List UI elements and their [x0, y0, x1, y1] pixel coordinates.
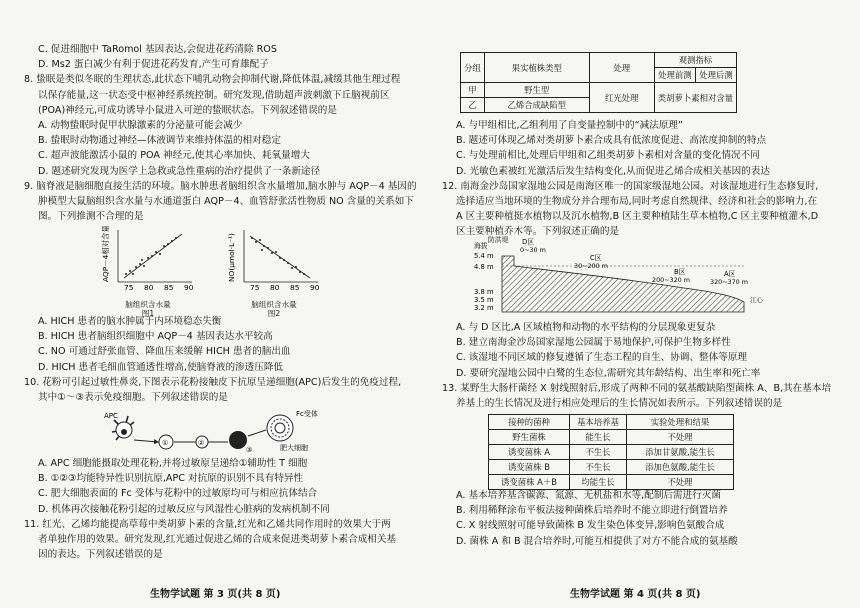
q9-stem-line1: 9. 脑脊液是脑细胞直接生活的环境。脑水肿患者脑组织含水量增加,脑水肿与 AQP－4 基因的 — [24, 180, 417, 192]
table-2-cell: 添加甘氨酸,能生长 — [627, 445, 734, 460]
q10-option-c: C. 肥大细胞表面的 Fc 受体与花粉中的过敏原均可与相应抗体结合 — [38, 488, 318, 500]
q7-option-c: C. 促进细胞中 TaRomol 基因表达,会促进花药清除 ROS — [38, 44, 277, 55]
table-2-header: 实验处理和结果 — [627, 415, 734, 430]
q11-option-a: A. 与甲组相比,乙组利用了自变量控制中的“减法原理” — [456, 120, 683, 131]
table-2-cell: 不生长 — [570, 460, 627, 475]
q8-option-c: C. 超声波能激活小鼠的 POA 神经元,使其心率加快、耗氧量增大 — [38, 150, 310, 162]
q12-stem-line4: 区主要种植乔木等。下列叙述正确的是 — [456, 226, 620, 238]
q9-option-c: C. NO 可通过舒张血管、降血压来缓解 HICH 患者的脑出血 — [38, 346, 291, 358]
cell-3-label: ③ — [246, 446, 253, 454]
zone-c-label: C区 — [590, 254, 602, 262]
table-2-cell: 能生长 — [570, 430, 627, 445]
table-2-cell: 诱变菌株 A — [489, 445, 570, 460]
table-1-cell: 乙 — [461, 98, 485, 113]
q13-option-a: A. 基本培养基含碳源、氮源、无机盐和水等,配制后需进行灭菌 — [456, 490, 721, 501]
zone-a-label: A区 — [724, 270, 736, 278]
table-1-header: 分组 — [461, 53, 485, 83]
river-label: 江心 — [750, 296, 763, 304]
table-1-cell: 乙烯合成缺陷型 — [484, 98, 589, 113]
table-1-header: 处理后测 — [695, 68, 736, 83]
figure-1-tick: 80 — [144, 283, 154, 292]
dam-label: 防洪堤 — [488, 236, 509, 244]
table-1-header: 处理前测 — [654, 68, 695, 83]
q8-stem-line1: 8. 蛰眠是类似冬眠的生理状态,此状态下哺乳动物会抑制代谢,降低体温,减缓其他生理过程 — [24, 74, 401, 86]
table-row — [489, 430, 734, 445]
table-2-header: 接种的菌种 — [489, 415, 570, 430]
zone-b-range: 200~320 m — [652, 276, 691, 284]
q8-stem-line2: 以保存能量,这一状态受中枢神经系统控制。研究发现,借助超声波刺激下丘脑视前区 — [38, 89, 390, 101]
q13-option-d: D. 菌株 A 和 B 混合培养时,可能互相提供了对方不能合成的氨基酸 — [456, 535, 738, 547]
table-2-cell: 不处理 — [627, 430, 734, 445]
q11-option-b: B. 题述可体现乙烯对类胡萝卜素合成具有低浓度促进、高浓度抑制的特点 — [456, 135, 767, 147]
q11-stem-line1: 11. 红光、乙烯均能提高草莓中类胡萝卜素的含量,红光和乙烯共同作用时的效果大于两 — [24, 518, 391, 530]
table-1-cell: 野生型 — [484, 83, 589, 98]
figure-2-ylabel: NO(μmol·L⁻¹) — [227, 233, 236, 282]
q11-option-c: C. 与处理前相比,处理后甲组和乙组类胡萝卜素相对含量的变化情况不同 — [456, 150, 760, 162]
q9-stem-line2: 肿模型大鼠脑组织含水量与水通道蛋白 AQP－4、血管舒张活性物质 NO 含量的关系如下 — [38, 196, 414, 208]
table-1-header: 果实植株类型 — [484, 53, 589, 83]
terrain-profile — [502, 256, 744, 312]
figure-3-immune — [100, 408, 330, 454]
table-2 — [488, 414, 734, 490]
figure-2-caption: 图2 — [267, 309, 281, 318]
q12-stem-line3: A 区主要种植挺水植物以及沉水植物,B 区主要种植陆生草本植物,C 区主要种植灌木,D — [456, 211, 819, 223]
level-label: 3.5 m — [474, 296, 494, 304]
level-label: 5.4 m — [474, 252, 494, 260]
apc-label: APC — [104, 412, 118, 420]
table-row — [489, 460, 734, 475]
left-page-footer: 生物学试题 第 3 页(共 8 页) — [150, 589, 281, 600]
level-label: 4.8 m — [474, 263, 494, 271]
q10-stem-line2: 其中①～③表示免疫细胞。下列叙述错误的是 — [38, 392, 228, 404]
zone-b-label: B区 — [674, 268, 686, 276]
right-column-2 — [442, 320, 850, 411]
figure-1-tick: 75 — [124, 283, 134, 292]
cell-1-label: ① — [162, 439, 169, 447]
table-2-cell: 均能生长 — [570, 475, 627, 490]
q11-stem-line2: 者单独作用的效果。研究发现,红光通过促进乙烯的合成来促进类胡萝卜素合成相关基 — [38, 534, 397, 546]
q9-option-b: B. HICH 患者脑组织细胞中 AQP－4 基因表达水平较高 — [38, 331, 273, 343]
q8-option-d: D. 题述研究发现为医学上急救或急性重病的治疗提供了一条新途径 — [38, 165, 321, 177]
q10-option-b: B. ①②③均能特异性识别抗原,APC 对抗原的识别不具有特异性 — [38, 473, 304, 485]
figure-2 — [226, 226, 322, 318]
fc-receptor-label: Fc受体 — [296, 410, 318, 418]
figure-1-plot — [100, 226, 196, 296]
figure-1-ylabel: AQP－4相对含量 — [101, 226, 110, 282]
right-page-footer: 生物学试题 第 4 页(共 8 页) — [570, 589, 701, 600]
mast-cell — [267, 415, 293, 441]
table-1-header: 观测指标 — [654, 53, 736, 68]
level-label: 3.8 m — [474, 288, 494, 296]
cell-3 — [229, 431, 247, 449]
left-column-2 — [24, 314, 420, 405]
figure-2-tick: 80 — [270, 283, 280, 292]
q8-option-a: A. 动物蛰眠时促甲状腺激素的分泌量可能会减少 — [38, 120, 243, 132]
figure-2-tick: 90 — [310, 283, 320, 292]
table-2-cell: 野生菌株 — [489, 430, 570, 445]
q11-option-d: D. 光敏色素被红光激活后发生结构变化,从而促进乙烯合成相关基因的表达 — [456, 165, 770, 177]
figure-1-tick: 90 — [184, 283, 194, 292]
q9-option-d: D. HICH 患者毛细血管通透性增高,使脑脊液的渗透压降低 — [38, 361, 284, 373]
zone-c-range: 30~200 m — [574, 262, 608, 270]
zone-d-range: 0~30 m — [520, 246, 546, 254]
table-2-cell: 不生长 — [570, 445, 627, 460]
q12-option-d: D. 要研究湿地公园中白鹭的生态位,需研究其年龄结构、出生率和死亡率 — [456, 367, 761, 379]
right-column — [442, 118, 850, 240]
table-2-cell: 诱变菌株 B — [489, 460, 570, 475]
table-2-cell: 诱变菌株 A＋B — [489, 475, 570, 490]
q13-option-c: C. X 射线照射可能导致菌株 B 发生染色体变异,影响色氨酸合成 — [456, 520, 725, 532]
q13-stem-line2: 养基上的生长情况及进行相应处理后的生长情况如表所示。下列叙述错误的是 — [456, 398, 783, 410]
q12-option-b: B. 建立南海金沙岛国家湿地公园属于易地保护,可保护生物多样性 — [456, 337, 731, 349]
figure-1-xlabel: 脑组织含水量 — [125, 300, 171, 309]
table-row — [489, 445, 734, 460]
q9-option-a: A. HICH 患者的脑水肿属于内环境稳态失衡 — [38, 316, 222, 327]
cell-2-label: ② — [198, 439, 205, 447]
q12-stem-line1: 12. 南海金沙岛国家湿地公园是南海区唯一的国家级湿地公园。对该湿地进行生态修复时, — [442, 180, 819, 192]
figure-2-tick: 75 — [250, 283, 260, 292]
q8-option-b: B. 蛰眠时动物通过神经—体液调节来维持体温的相对稳定 — [38, 135, 281, 147]
table-2-cell: 添加色氨酸,能生长 — [627, 460, 734, 475]
q12-stem-line2: 选择适应当地环境的生物成分并合理布局,同时考虑自然规律、经济和社会的影响力,在 — [456, 196, 818, 208]
mast-cell-label: 肥大细胞 — [280, 444, 308, 452]
q7-option-d: D. Ms2 蛋白减少有利于促进花药发育,产生可育雄配子 — [38, 59, 269, 71]
q9-stem-line3: 图。下列推测不合理的是 — [38, 211, 144, 223]
figure-2-xlabel: 脑组织含水量 — [251, 300, 297, 309]
q12-option-c: C. 该湿地不同区域的修复遵循了生态工程的自生、协调、整体等原理 — [456, 352, 748, 364]
table-2-cell: 不处理 — [627, 475, 734, 490]
figure-1 — [100, 226, 196, 318]
figure-1-caption: 图1 — [141, 309, 155, 318]
table-1 — [460, 52, 737, 113]
zone-d-label: D区 — [522, 238, 535, 246]
figure-1-tick: 85 — [164, 283, 174, 292]
left-column-3 — [24, 456, 420, 562]
table-1-cell: 红光处理 — [589, 83, 654, 113]
figure-2-tick: 85 — [290, 283, 300, 292]
left-column — [24, 42, 420, 224]
table-2-header: 基本培养基 — [570, 415, 627, 430]
table-1-header: 处理 — [589, 53, 654, 83]
right-column-3 — [442, 488, 850, 549]
q11-stem-line3: 因的表达。下列叙述错误的是 — [38, 549, 163, 561]
table-1-cell: 甲 — [461, 83, 485, 98]
figure-4-wetland — [474, 236, 774, 314]
q10-option-d: D. 机体再次接触花粉引起的过敏反应与风湿性心脏病的发病机制不同 — [38, 503, 330, 515]
q13-option-b: B. 利用稀释涂布平板法接种菌株后培养时不能立即进行倒置培养 — [456, 505, 728, 517]
q12-option-a: A. 与 D 区比,A 区域植物和动物的水平结构的分层现象更复杂 — [456, 322, 716, 333]
figure-1-points — [125, 237, 177, 275]
table-1-cell: 类胡萝卜素相对含量 — [654, 83, 736, 113]
right-page — [430, 0, 860, 608]
figure-2-plot — [226, 226, 322, 296]
q10-option-a: A. APC 细胞能摄取处理花粉,并将过敏原呈递给①辅助性 T 细胞 — [38, 458, 308, 469]
level-label: 3.2 m — [474, 304, 494, 312]
q10-stem-line1: 10. 花粉可引起过敏性鼻炎,下图表示花粉接触皮下抗原呈递细胞(APC)后发生的免疫过程, — [24, 376, 402, 388]
q8-stem-line3: (POA)神经元,可成功诱导小鼠进入可逆的蛰眠状态。下列叙述错误的是 — [38, 104, 337, 116]
q13-stem-line1: 13. 某野生大肠杆菌经 X 射线照射后,形成了两种不同的氨基酸缺陷型菌株 A、B,其在基本培 — [442, 382, 832, 394]
zone-a-range: 320~370 m — [710, 278, 749, 286]
shore-label: 海拔 — [474, 242, 488, 250]
